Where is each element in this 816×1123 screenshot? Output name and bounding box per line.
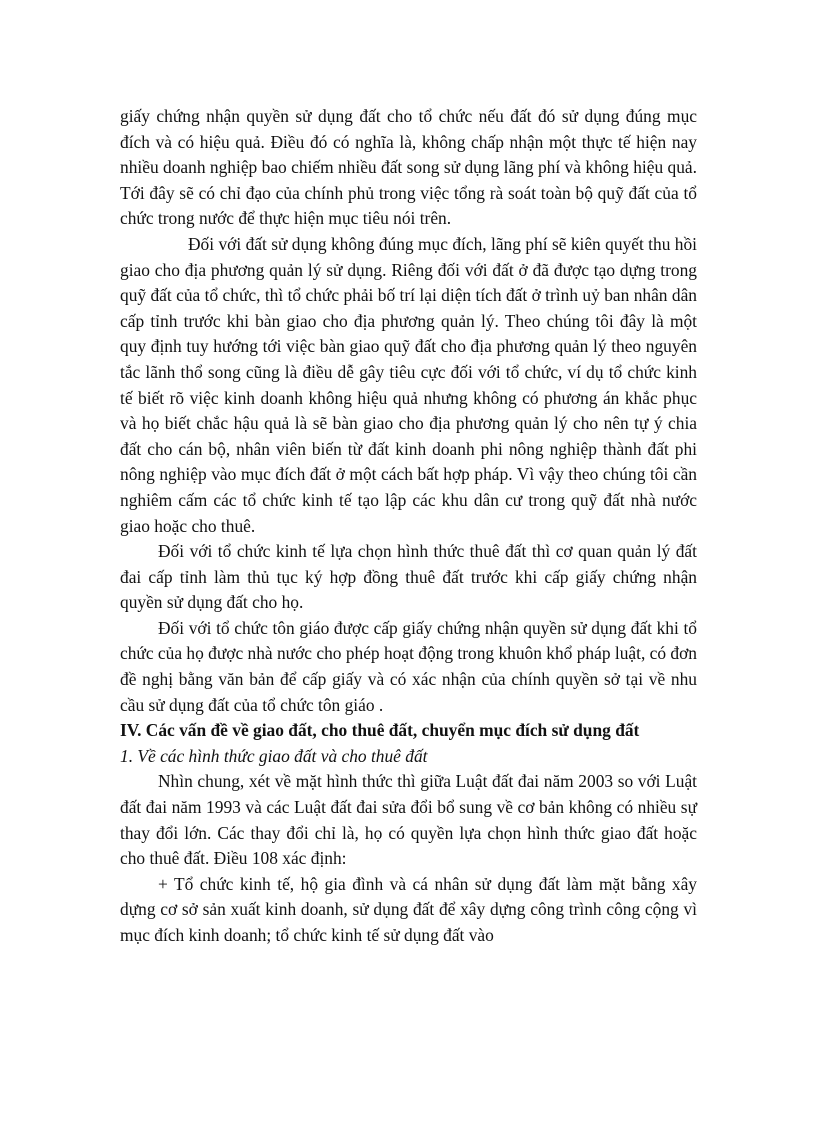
- section-heading: IV. Các vấn đề về giao đất, cho thuê đất, chuyển mục đích sử dụng đất: [120, 720, 640, 741]
- document-page: [120, 104, 697, 949]
- paragraph-overview: Nhìn chung, xét về mặt hình thức thì giữa Luật đất đai năm 2003 so với Luật đất đai năm 1993 và các Luật đất đai sửa đổi bổ sung về cơ bản không có nhiều sự thay đổi lớn. Các thay đổi chỉ là, họ có quyền lựa chọn hình thức giao đất hoặc cho thuê đất. Điều 108 xác định:: [120, 771, 697, 869]
- paragraph-article-108: + Tổ chức kinh tế, hộ gia đình và cá nhân sử dụng đất làm mặt bằng xây dựng cơ sở sản xuất kinh doanh, sử dụng đất để xây dựng công trình công cộng vì mục đích kinh doanh; tổ chức kinh tế sử dụng đất vào: [120, 873, 697, 945]
- subsection-heading: 1. Về các hình thức giao đất và cho thuê đất: [120, 745, 428, 766]
- paragraph-land-lease: Đối với tổ chức kinh tế lựa chọn hình thức thuê đất thì cơ quan quản lý đất đai cấp tỉnh làm thủ tục ký hợp đồng thuê đất trước khi cấp giấy chứng nhận quyền sử dụng đất cho họ.: [120, 541, 697, 613]
- paragraph-religious-org: Đối với tổ chức tôn giáo được cấp giấy chứng nhận quyền sử dụng đất khi tổ chức của họ được nhà nước cho phép hoạt động trong khuôn khổ pháp luật, có đơn đề nghị bằng văn bản để cấp giấy và có xác nhận của chính quyền sở tại về nhu cầu sử dụng đất của tổ chức tôn giáo .: [120, 617, 697, 715]
- paragraph-land-misuse: Đối với đất sử dụng không đúng mục đích, lãng phí sẽ kiên quyết thu hồi giao cho địa phương quản lý sử dụng. Riêng đối với đất ở đã được tạo dựng trong quỹ đất của tổ chức, thì tổ chức phải bố trí lại diện tích đất ở trình uỷ ban nhân dân cấp tỉnh trước khi bàn giao cho địa phương quản lý. Theo chúng tôi đây là một quy định tuy hướng tới việc bàn giao quỹ đất cho địa phương quản lý theo nguyên tắc lãnh thổ song cũng là điều dễ gây tiêu cực đối với tổ chức, ví dụ tổ chức kinh tế biết rõ việc kinh doanh không hiệu quả nhưng không có phương án khắc phục và họ biết chắc hậu quả là sẽ bàn giao cho địa phương quản lý cho nên tự ý chia đất cho cán bộ, nhân viên biến từ đất kinh doanh phi nông nghiệp thành đất phi nông nghiệp vào mục đích đất ở một cách bất hợp pháp. Vì vậy theo chúng tôi cần nghiêm cấm các tổ chức kinh tế tạo lập các khu dân cư trong quỹ đất nhà nước giao hoặc cho thuê.: [120, 233, 697, 536]
- paragraph-continuation: giấy chứng nhận quyền sử dụng đất cho tổ chức nếu đất đó sử dụng đúng mục đích và có hiệu quả. Điều đó có nghĩa là, không chấp nhận một thực tế hiện nay nhiều doanh nghiệp bao chiếm nhiều đất song sử dụng lãng phí và không hiệu quả. Tới đây sẽ có chỉ đạo của chính phủ trong việc tổng rà soát toàn bộ quỹ đất của tổ chức trong nước để thực hiện mục tiêu nói trên.: [120, 106, 697, 229]
